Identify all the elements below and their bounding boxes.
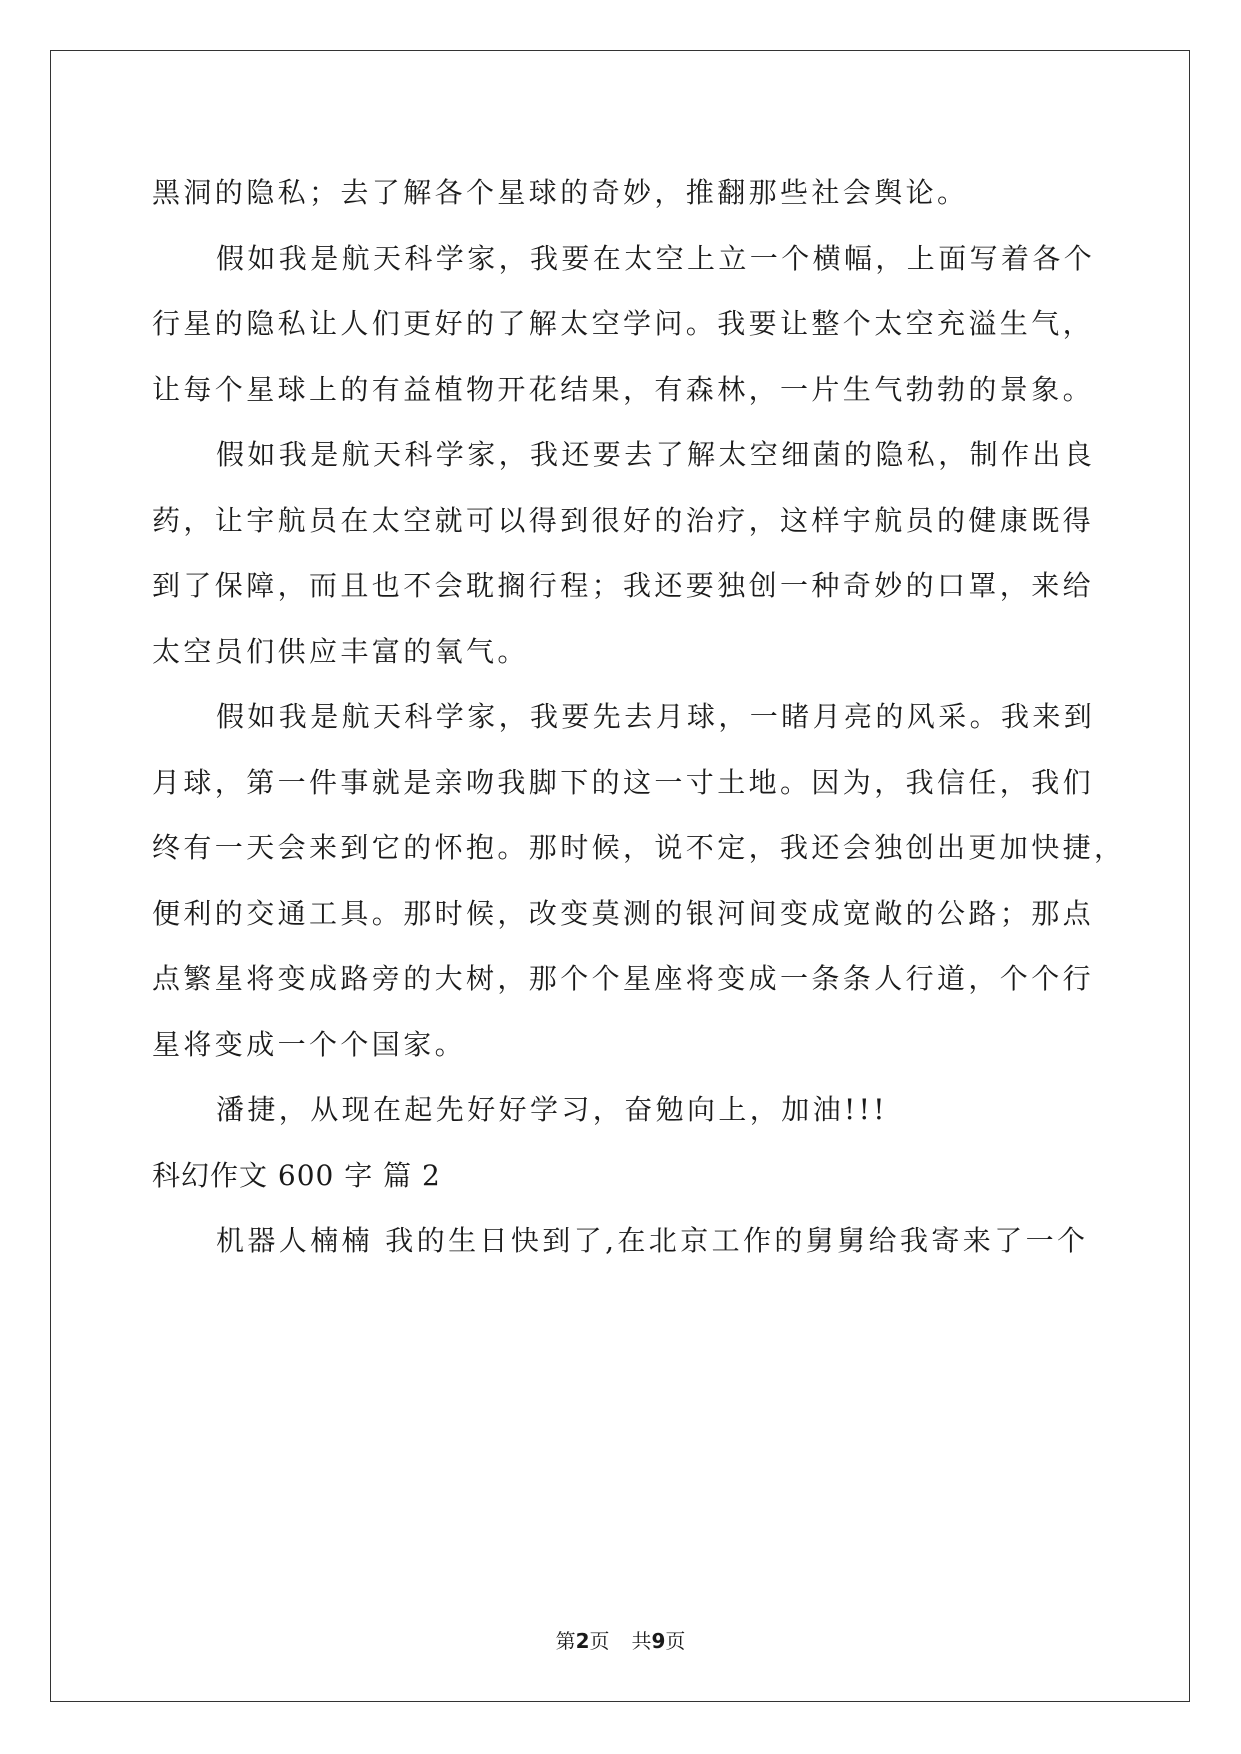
paragraph-start-line: 假如我是航天科学家，我要先去月球，一睹月亮的风采。我来到	[216, 700, 1096, 733]
document-body	[152, 160, 1126, 1274]
total-page-count: 9	[651, 1629, 666, 1653]
text-line: 黑洞的隐私；去了解各个星球的奇妙，推翻那些社会舆论。	[152, 176, 969, 209]
text-line: 月球，第一件事就是亲吻我脚下的这一寸土地。因为，我信任，我们	[152, 765, 1095, 799]
text-line: 终有一天会来到它的怀抱。那时候，说不定，我还会独创出更加快捷，	[152, 831, 1126, 864]
paragraph-start-line: 机器人楠楠 我的生日快到了,在北京工作的舅舅给我寄来了一个	[216, 1224, 1089, 1257]
page-footer	[0, 1625, 1241, 1654]
paragraph-start-line: 潘捷，从现在起先好好学习，奋勉向上，加油!!!	[216, 1093, 888, 1126]
text-line: 药，让宇航员在太空就可以得到很好的治疗，这样宇航员的健康既得	[152, 503, 1095, 537]
current-page-number: 2	[575, 1629, 590, 1653]
text-line: 让每个星球上的有益植物开花结果，有森林，一片生气勃勃的景象。	[152, 372, 1095, 406]
text-line: 行星的隐私让人们更好的了解太空学问。我要让整个太空充溢生气，	[152, 307, 1095, 340]
page-suffix: 页	[589, 1629, 610, 1653]
section-heading: 科幻作文 600 字 篇 2	[152, 1158, 441, 1192]
paragraph-start-line: 假如我是航天科学家，我还要去了解太空细菌的隐私，制作出良	[216, 438, 1096, 471]
page-prefix: 第	[555, 1629, 576, 1653]
text-line: 星将变成一个个国家。	[152, 1027, 467, 1061]
text-line: 到了保障，而且也不会耽搁行程；我还要独创一种奇妙的口罩，来给	[152, 569, 1095, 602]
paragraph-start-line: 假如我是航天科学家，我要在太空上立一个横幅，上面写着各个	[216, 241, 1096, 275]
total-prefix: 共	[631, 1629, 652, 1653]
text-line: 便利的交通工具。那时候，改变莫测的银河间变成宽敞的公路；那点	[152, 896, 1095, 930]
text-line: 太空员们供应丰富的氧气。	[152, 634, 529, 668]
text-line: 点繁星将变成路旁的大树，那个个星座将变成一条条人行道，个个行	[152, 962, 1095, 995]
total-suffix: 页	[665, 1629, 686, 1653]
